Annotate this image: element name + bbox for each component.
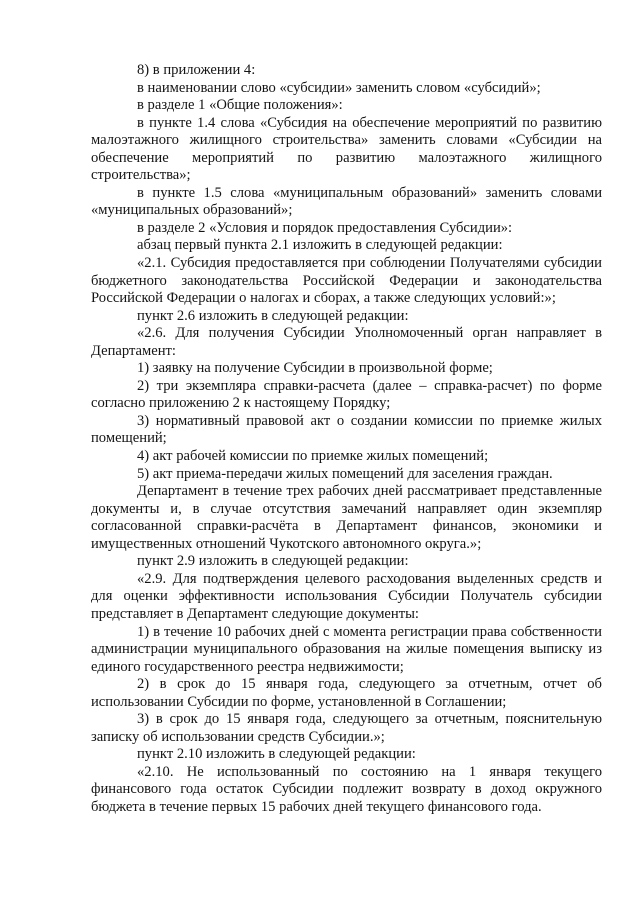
list-item-2-6-5: 5) акт приема-передачи жилых помещений для заселения граждан. (137, 465, 553, 482)
list-item-2-6-1: 1) заявку на получение Субсидии в произвольной форме; (137, 360, 493, 377)
list-item-2-9-3: 3) в срок до 15 января года, следующего за отчетным, пояснительную записку об использовании средств Субсидии.»; (91, 711, 602, 745)
paragraph-section-1: в разделе 1 «Общие положения»: (137, 97, 343, 114)
paragraph-point-2-6-intro: пункт 2.6 изложить в следующей редакции: (137, 307, 409, 324)
list-item-2-9-1: 1) в течение 10 рабочих дней с момента регистрации права собственности администрации муниципального образования на жилые помещения выписку из единого государственного реестра недвижимости; (91, 623, 602, 675)
paragraph-point-2-9-intro: пункт 2.9 изложить в следующей редакции: (137, 553, 409, 570)
paragraph-section-2: в разделе 2 «Условия и порядок предоставления Субсидии»: (137, 219, 513, 236)
document-body (91, 62, 602, 817)
paragraph-title-replacement: в наименовании слово «субсидии» заменить словом «субсидий»; (137, 79, 541, 96)
list-item-2-6-3: 3) нормативный правовой акт о создании комиссии по приемке жилых помещений; (91, 412, 602, 447)
paragraph-point-2-9-text: «2.9. Для подтверждения целевого расходования выделенных средств и для оценки эффективности использования Субсидии Получатель субсидии представляет в Департамент следующие документы: (91, 570, 602, 622)
paragraph-point-1-5: в пункте 1.5 слова «муниципальным образований» заменить словами «муниципальных образований»; (91, 184, 602, 219)
list-item-2-6-2: 2) три экземпляра справки-расчета (далее – справка-расчет) по форме согласно приложению 2 к настоящему Порядку; (91, 377, 602, 412)
paragraph-point-2-1-intro: абзац первый пункта 2.1 изложить в следующей редакции: (137, 237, 503, 254)
paragraph-point-2-6-text: «2.6. Для получения Субсидии Уполномоченный орган направляет в Департамент: (91, 325, 602, 359)
list-item-2-6-4: 4) акт рабочей комиссии по приемке жилых помещений; (137, 448, 489, 465)
paragraph-amend-annex-4: 8) в приложении 4: (137, 62, 256, 78)
paragraph-department-review: Департамент в течение трех рабочих дней рассматривает представленные документы и, в случае отсутствия замечаний направляет один экземпляр согласованной справки-расчёта в Департамент финансов, экономики и имущественных отношений Чукотского автономного округа.»; (91, 483, 602, 552)
list-item-2-9-2: 2) в срок до 15 января года, следующего за отчетным, отчет об использовании Субсидии по форме, установленной в Соглашении; (91, 676, 602, 710)
paragraph-point-1-4: в пункте 1.4 слова «Субсидия на обеспечение мероприятий по развитию малоэтажного жилищного строительства» заменить словами «Субсидии на обеспечение мероприятий по развитию малоэтажного жилищного строительства»; (91, 114, 602, 184)
paragraph-point-2-1-text: «2.1. Субсидия предоставляется при соблюдении Получателями субсидии бюджетного законодательства Российской Федерации и законодательства Российской Федерации о налогах и сборах, а также следующих условий:»; (91, 255, 602, 307)
paragraph-point-2-10-text: «2.10. Не использованный по состоянию на 1 января текущего финансового года остаток Субсидии подлежит возврату в доход окружного бюджета в течение первых 15 рабочих дней текущего финансового года. (91, 763, 602, 815)
paragraph-point-2-10-intro: пункт 2.10 изложить в следующей редакции: (137, 746, 416, 763)
